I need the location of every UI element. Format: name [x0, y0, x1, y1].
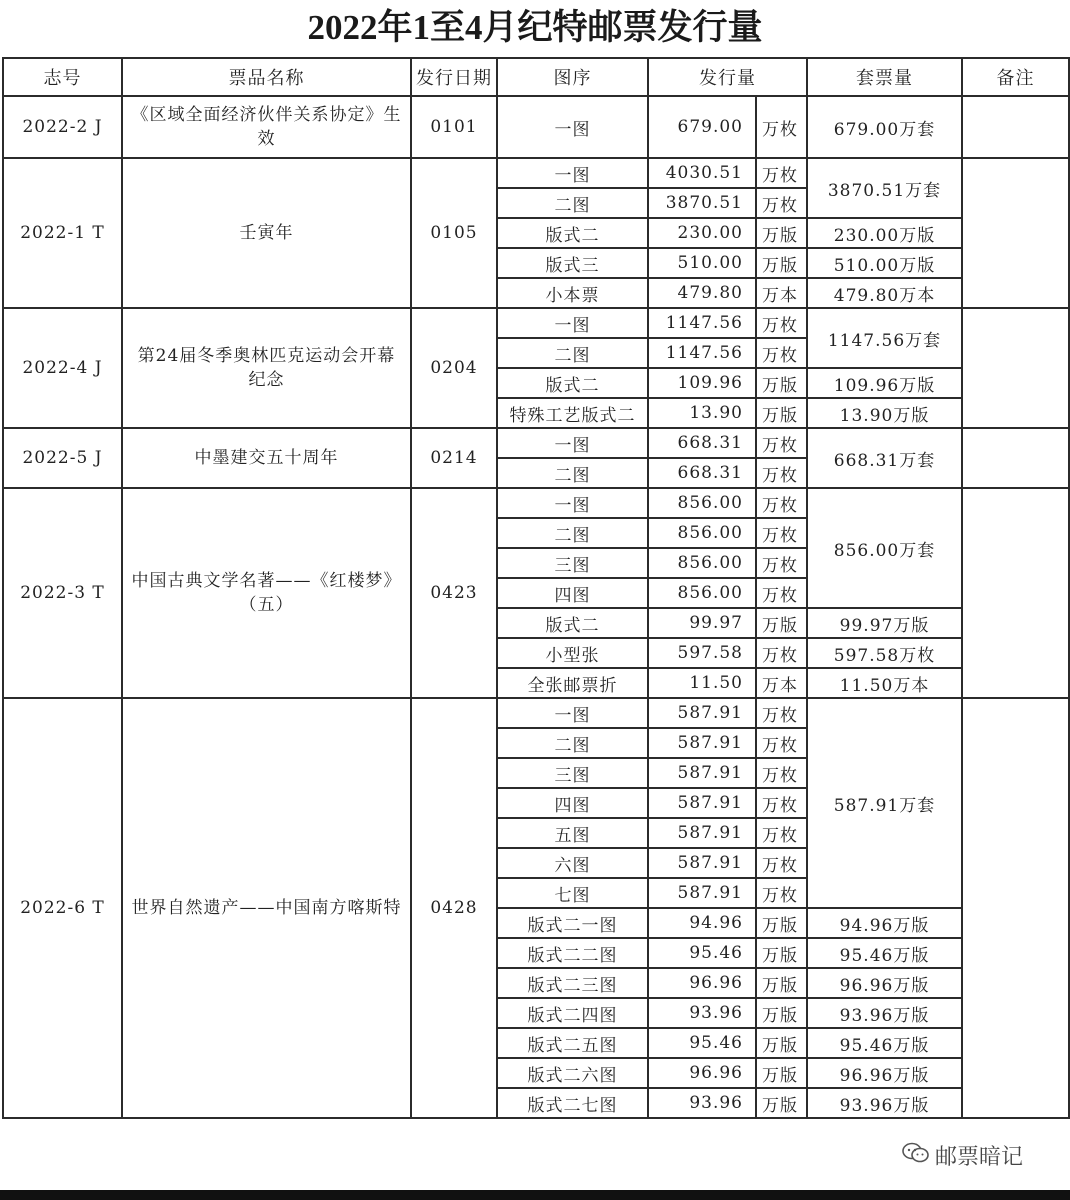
item-cell: 小本票	[497, 278, 648, 308]
stamp-name-cell: 《区域全面经济伙伴关系协定》生效	[122, 96, 411, 158]
item-cell: 版式二	[497, 218, 648, 248]
set-quantity-cell: 13.90万版	[807, 398, 962, 428]
stamp-name-cell: 中墨建交五十周年	[122, 428, 411, 488]
issue-code-cell: 2022-6 T	[3, 698, 122, 1118]
table-row	[3, 158, 1069, 188]
quantity-cell: 587.91	[648, 698, 756, 728]
item-cell: 版式三	[497, 248, 648, 278]
col-header-name: 票品名称	[122, 58, 411, 96]
col-header-code: 志号	[3, 58, 122, 96]
quantity-cell: 95.46	[648, 938, 756, 968]
issue-code-cell: 2022-2 J	[3, 96, 122, 158]
table-row	[3, 308, 1069, 338]
unit-cell: 万枚	[756, 338, 807, 368]
unit-cell: 万版	[756, 1028, 807, 1058]
unit-cell: 万枚	[756, 848, 807, 878]
set-quantity-cell: 11.50万本	[807, 668, 962, 698]
unit-cell: 万枚	[756, 458, 807, 488]
remarks-cell	[962, 158, 1069, 308]
table-row	[3, 96, 1069, 158]
set-quantity-cell: 510.00万版	[807, 248, 962, 278]
quantity-cell: 668.31	[648, 428, 756, 458]
set-quantity-cell: 479.80万本	[807, 278, 962, 308]
remarks-cell	[962, 428, 1069, 488]
unit-cell: 万版	[756, 248, 807, 278]
issue-date-cell: 0423	[411, 488, 497, 698]
quantity-cell: 99.97	[648, 608, 756, 638]
item-cell: 五图	[497, 818, 648, 848]
unit-cell: 万枚	[756, 878, 807, 908]
stamp-name-cell: 第24届冬季奥林匹克运动会开幕纪念	[122, 308, 411, 428]
unit-cell: 万枚	[756, 788, 807, 818]
unit-cell: 万版	[756, 908, 807, 938]
quantity-cell: 1147.56	[648, 338, 756, 368]
quantity-cell: 93.96	[648, 1088, 756, 1118]
quantity-cell: 597.58	[648, 638, 756, 668]
quantity-cell: 96.96	[648, 968, 756, 998]
item-cell: 全张邮票折	[497, 668, 648, 698]
item-cell: 版式二六图	[497, 1058, 648, 1088]
set-quantity-cell: 668.31万套	[807, 428, 962, 488]
quantity-cell: 856.00	[648, 488, 756, 518]
quantity-cell: 587.91	[648, 728, 756, 758]
watermark-text: 邮票暗记	[935, 1144, 1024, 1170]
col-header-item: 图序	[497, 58, 648, 96]
stamp-name-cell: 中国古典文学名著——《红楼梦》（五）	[122, 488, 411, 698]
item-cell: 四图	[497, 788, 648, 818]
unit-cell: 万枚	[756, 578, 807, 608]
unit-cell: 万本	[756, 668, 807, 698]
quantity-cell: 587.91	[648, 818, 756, 848]
item-cell: 二图	[497, 728, 648, 758]
unit-cell: 万版	[756, 218, 807, 248]
table-header-row	[3, 58, 1069, 96]
unit-cell: 万版	[756, 1058, 807, 1088]
quantity-cell: 109.96	[648, 368, 756, 398]
quantity-cell: 96.96	[648, 1058, 756, 1088]
item-cell: 一图	[497, 428, 648, 458]
item-cell: 六图	[497, 848, 648, 878]
remarks-cell	[962, 96, 1069, 158]
issue-code-cell: 2022-4 J	[3, 308, 122, 428]
quantity-cell: 95.46	[648, 1028, 756, 1058]
unit-cell: 万枚	[756, 758, 807, 788]
item-cell: 版式二二图	[497, 938, 648, 968]
item-cell: 版式二七图	[497, 1088, 648, 1118]
unit-cell: 万枚	[756, 518, 807, 548]
unit-cell: 万版	[756, 398, 807, 428]
set-quantity-cell: 96.96万版	[807, 1058, 962, 1088]
item-cell: 二图	[497, 458, 648, 488]
unit-cell: 万枚	[756, 96, 807, 158]
remarks-cell	[962, 488, 1069, 698]
quantity-cell: 3870.51	[648, 188, 756, 218]
item-cell: 三图	[497, 548, 648, 578]
stamp-name-cell: 壬寅年	[122, 158, 411, 308]
issue-date-cell: 0105	[411, 158, 497, 308]
table-row	[3, 488, 1069, 518]
issue-date-cell: 0101	[411, 96, 497, 158]
quantity-cell: 587.91	[648, 758, 756, 788]
quantity-cell: 668.31	[648, 458, 756, 488]
issue-date-cell: 0204	[411, 308, 497, 428]
unit-cell: 万枚	[756, 818, 807, 848]
bottom-edge-bar	[0, 1190, 1070, 1200]
quantity-cell: 4030.51	[648, 158, 756, 188]
set-quantity-cell: 230.00万版	[807, 218, 962, 248]
item-cell: 二图	[497, 188, 648, 218]
quantity-cell: 587.91	[648, 848, 756, 878]
set-quantity-cell: 3870.51万套	[807, 158, 962, 218]
set-quantity-cell: 93.96万版	[807, 1088, 962, 1118]
quantity-cell: 1147.56	[648, 308, 756, 338]
unit-cell: 万枚	[756, 428, 807, 458]
item-cell: 版式二	[497, 608, 648, 638]
item-cell: 一图	[497, 96, 648, 158]
unit-cell: 万版	[756, 968, 807, 998]
issue-code-cell: 2022-5 J	[3, 428, 122, 488]
issue-date-cell: 0214	[411, 428, 497, 488]
quantity-cell: 230.00	[648, 218, 756, 248]
quantity-cell: 856.00	[648, 518, 756, 548]
col-header-date: 发行日期	[411, 58, 497, 96]
set-quantity-cell: 679.00万套	[807, 96, 962, 158]
wechat-icon	[901, 1141, 931, 1169]
unit-cell: 万版	[756, 368, 807, 398]
table-row	[3, 698, 1069, 728]
unit-cell: 万枚	[756, 638, 807, 668]
set-quantity-cell: 587.91万套	[807, 698, 962, 908]
set-quantity-cell: 96.96万版	[807, 968, 962, 998]
quantity-cell: 94.96	[648, 908, 756, 938]
remarks-cell	[962, 698, 1069, 1118]
unit-cell: 万枚	[756, 308, 807, 338]
item-cell: 特殊工艺版式二	[497, 398, 648, 428]
quantity-cell: 679.00	[648, 96, 756, 158]
col-header-remarks: 备注	[962, 58, 1069, 96]
item-cell: 版式二	[497, 368, 648, 398]
unit-cell: 万本	[756, 278, 807, 308]
quantity-cell: 587.91	[648, 878, 756, 908]
page-title: 2022年1至4月纪特邮票发行量	[307, 8, 763, 47]
unit-cell: 万枚	[756, 188, 807, 218]
set-quantity-cell: 93.96万版	[807, 998, 962, 1028]
issue-code-cell: 2022-3 T	[3, 488, 122, 698]
stamp-name-cell: 世界自然遗产——中国南方喀斯特	[122, 698, 411, 1118]
set-quantity-cell: 99.97万版	[807, 608, 962, 638]
quantity-cell: 93.96	[648, 998, 756, 1028]
quantity-cell: 587.91	[648, 788, 756, 818]
unit-cell: 万版	[756, 998, 807, 1028]
unit-cell: 万版	[756, 1088, 807, 1118]
item-cell: 版式二四图	[497, 998, 648, 1028]
stamp-issue-table	[2, 57, 1070, 1119]
issue-code-cell: 2022-1 T	[3, 158, 122, 308]
item-cell: 二图	[497, 338, 648, 368]
set-quantity-cell: 95.46万版	[807, 1028, 962, 1058]
set-quantity-cell: 94.96万版	[807, 908, 962, 938]
remarks-cell	[962, 308, 1069, 428]
item-cell: 二图	[497, 518, 648, 548]
unit-cell: 万版	[756, 938, 807, 968]
unit-cell: 万枚	[756, 728, 807, 758]
table-body	[3, 96, 1069, 1118]
quantity-cell: 479.80	[648, 278, 756, 308]
item-cell: 小型张	[497, 638, 648, 668]
set-quantity-cell: 1147.56万套	[807, 308, 962, 368]
item-cell: 版式二一图	[497, 908, 648, 938]
table-row	[3, 428, 1069, 458]
quantity-cell: 11.50	[648, 668, 756, 698]
item-cell: 七图	[497, 878, 648, 908]
set-quantity-cell: 109.96万版	[807, 368, 962, 398]
unit-cell: 万枚	[756, 548, 807, 578]
item-cell: 一图	[497, 488, 648, 518]
issue-date-cell: 0428	[411, 698, 497, 1118]
set-quantity-cell: 597.58万枚	[807, 638, 962, 668]
item-cell: 一图	[497, 158, 648, 188]
watermark	[895, 1138, 1029, 1172]
unit-cell: 万版	[756, 608, 807, 638]
col-header-set-quantity: 套票量	[807, 58, 962, 96]
set-quantity-cell: 856.00万套	[807, 488, 962, 608]
quantity-cell: 856.00	[648, 578, 756, 608]
unit-cell: 万枚	[756, 488, 807, 518]
set-quantity-cell: 95.46万版	[807, 938, 962, 968]
quantity-cell: 510.00	[648, 248, 756, 278]
quantity-cell: 856.00	[648, 548, 756, 578]
unit-cell: 万枚	[756, 158, 807, 188]
item-cell: 一图	[497, 698, 648, 728]
item-cell: 版式二三图	[497, 968, 648, 998]
item-cell: 版式二五图	[497, 1028, 648, 1058]
unit-cell: 万枚	[756, 698, 807, 728]
quantity-cell: 13.90	[648, 398, 756, 428]
item-cell: 四图	[497, 578, 648, 608]
item-cell: 一图	[497, 308, 648, 338]
col-header-quantity: 发行量	[648, 58, 807, 96]
item-cell: 三图	[497, 758, 648, 788]
